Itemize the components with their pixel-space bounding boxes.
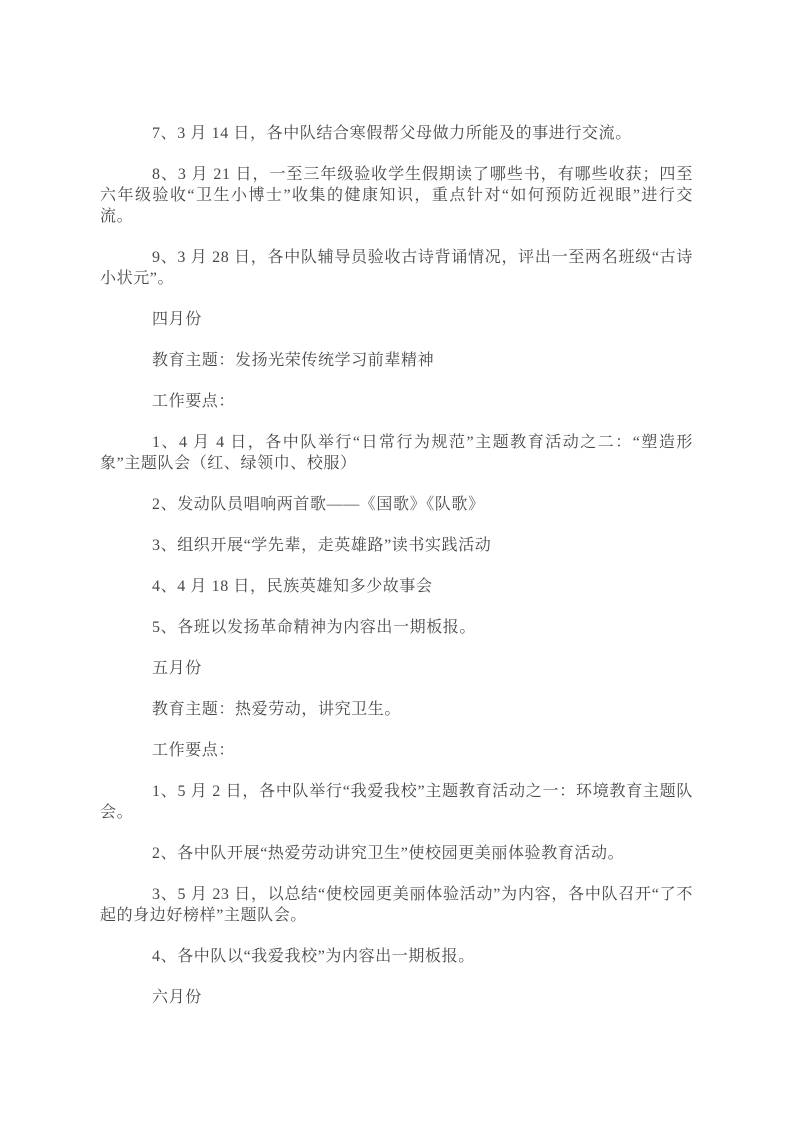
list-item-paragraph: 1、4 月 4 日，各中队举行“日常行为规范”主题教育活动之二：“塑造形象”主题队会（红、绿领巾、校服） [100,434,693,472]
list-item-paragraph: 8、3 月 21 日，一至三年级验收学生假期读了哪些书，有哪些收获；四至六年级验收“卫生小博士”收集的健康知识，重点针对“如何预防近视眼”进行交流。 [100,166,693,225]
list-item-paragraph: 2、发动队员唱响两首歌——《国歌》《队歌》 [152,496,485,513]
work-points-label: 工作要点： [152,742,236,759]
list-item-paragraph: 5、各班以发扬革命精神为内容出一期板报。 [152,619,477,636]
list-item-paragraph: 4、各中队以“我爱我校”为内容出一期板报。 [152,948,475,965]
list-item-paragraph: 3、组织开展“学先辈，走英雄路”读书实践活动 [152,537,492,554]
list-item-paragraph: 4、4 月 18 日，民族英雄知多少故事会 [152,578,433,595]
list-item-paragraph: 2、各中队开展“热爱劳动讲究卫生”使校园更美丽体验教育活动。 [152,845,625,862]
month-heading-may: 五月份 [152,660,202,677]
list-item-paragraph: 9、3 月 28 日，各中队辅导员验收古诗背诵情况，评出一至两名班级“古诗小状元”。 [100,249,693,287]
work-points-label: 工作要点： [152,393,236,410]
list-item-paragraph: 3、5 月 23 日，以总结“使校园更美丽体验活动”为内容，各中队召开“了不起的身边好榜样”主题队会。 [100,886,693,924]
list-item-paragraph: 7、3 月 14 日，各中队结合寒假帮父母做力所能及的事进行交流。 [152,125,632,142]
education-theme: 教育主题：热爱劳动，讲究卫生。 [152,701,402,718]
list-item-paragraph: 1、5 月 2 日，各中队举行“我爱我校”主题教育活动之一：环境教育主题队会。 [100,783,693,821]
month-heading-april: 四月份 [152,311,202,328]
education-theme: 教育主题：发扬光荣传统学习前辈精神 [152,352,435,369]
month-heading-june: 六月份 [152,989,202,1006]
